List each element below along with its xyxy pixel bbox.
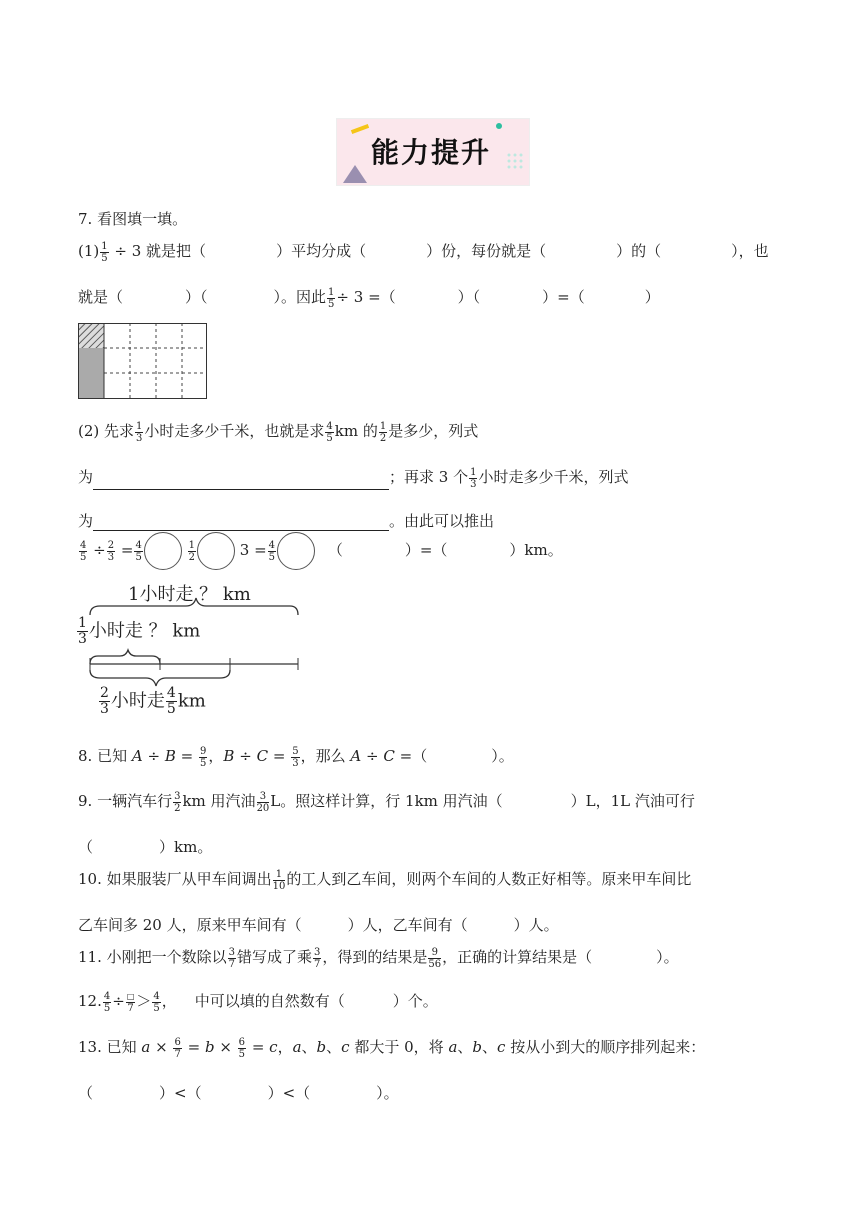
q7-part2-line2: 为 ；再求 3 个 $\frac{1}{3}$ 小时走多少千米，列式 <box>78 466 629 490</box>
answer-circle[interactable] <box>277 532 315 570</box>
q7-grid-figure <box>78 323 208 399</box>
q13-line2: （ ）<（ ）<（ ）。 <box>78 1084 399 1102</box>
banner <box>336 118 530 186</box>
q12: 12. $\frac{4}{5}$ ÷ $\frac{□}{7}$ ＞ $\frac{4}{5}$ ， 中可以填的自然数有（ ）个。 <box>78 990 438 1014</box>
q10-line1: 10. 如果服装厂从甲车间调出 $\frac{1}{10}$ 的工人到乙车间，则两个车间的人数正好相等。原来甲车间比 <box>78 868 692 892</box>
answer-line[interactable] <box>93 473 389 490</box>
diagram-top-label: 1小时走 ？ km <box>128 584 251 605</box>
q7-line-diagram <box>76 578 306 728</box>
q10-line2: 乙车间多 20 人，原来甲车间有（ ）人，乙车间有（ ）人。 <box>78 916 559 934</box>
q7-part2-line4: $\frac{4}{5}$ ÷ $\frac{2}{3}$ = $\frac{4}{5}$ $\frac{1}{2}$ 3 = $\frac{4}{5}$ （ ）=（ ）km。 <box>78 532 563 570</box>
q7-part2-line1: (2) 先求 $\frac{1}{3}$ 小时走多少千米，也就是求 $\frac{4}{5}$ km 的 $\frac{1}{2}$ 是多少，列式 <box>78 420 479 444</box>
q9-line1: 9. 一辆汽车行 $\frac{3}{2}$ km 用汽油 $\frac{3}{20}$ L。照这样计算，行 1km 用汽油（ ）L，1L 汽油可行 <box>78 790 695 814</box>
banner-decoration <box>337 119 529 185</box>
diagram-bottom-label: $\frac{2}{3}$ 小时走 $\frac{4}{5}$ km <box>100 685 206 717</box>
q11: 11. 小刚把一个数除以 $\frac{3}{7}$ 错写成了乘 $\frac{3}{7}$ ，得到的结果是 $\frac{9}{56}$ ，正确的计算结果是（ ）。 <box>78 946 679 970</box>
answer-line[interactable] <box>93 514 389 531</box>
answer-circle[interactable] <box>197 532 235 570</box>
diagram-mid-label: $\frac{1}{3}$ 小时走 ？ km <box>78 615 201 647</box>
q7-title: 7. 看图填一填。 <box>78 210 188 228</box>
q8: 8. 已知 A ÷ B = $\frac{9}{5}$ ，B ÷ C = $\frac{5}{3}$ ，那么 A ÷ C =（ ）。 <box>78 745 514 769</box>
q7-part2-line3: 为 。由此可以推出 <box>78 512 495 530</box>
banner-title: 能力提升 <box>371 136 492 169</box>
answer-circle[interactable] <box>144 532 182 570</box>
q9-line2: （ ）km。 <box>78 838 213 856</box>
q13-line1: 13. 已知 a × $\frac{6}{7}$ = b × $\frac{6}{5}$ = c，a、b、c 都大于 0，将 a、b、c 按从小到大的顺序排列起来： <box>78 1036 706 1060</box>
q7-part1-line1: (1) $\frac{1}{5}$ ÷ 3 就是把（ ）平均分成（ ）份，每份就是（ ）的（ ），也 <box>78 240 769 264</box>
q7-part1-line2: 就是（ ）（ ）。因此 $\frac{1}{5}$ ÷ 3 =（ ）（ ）=（ ） <box>78 286 660 310</box>
